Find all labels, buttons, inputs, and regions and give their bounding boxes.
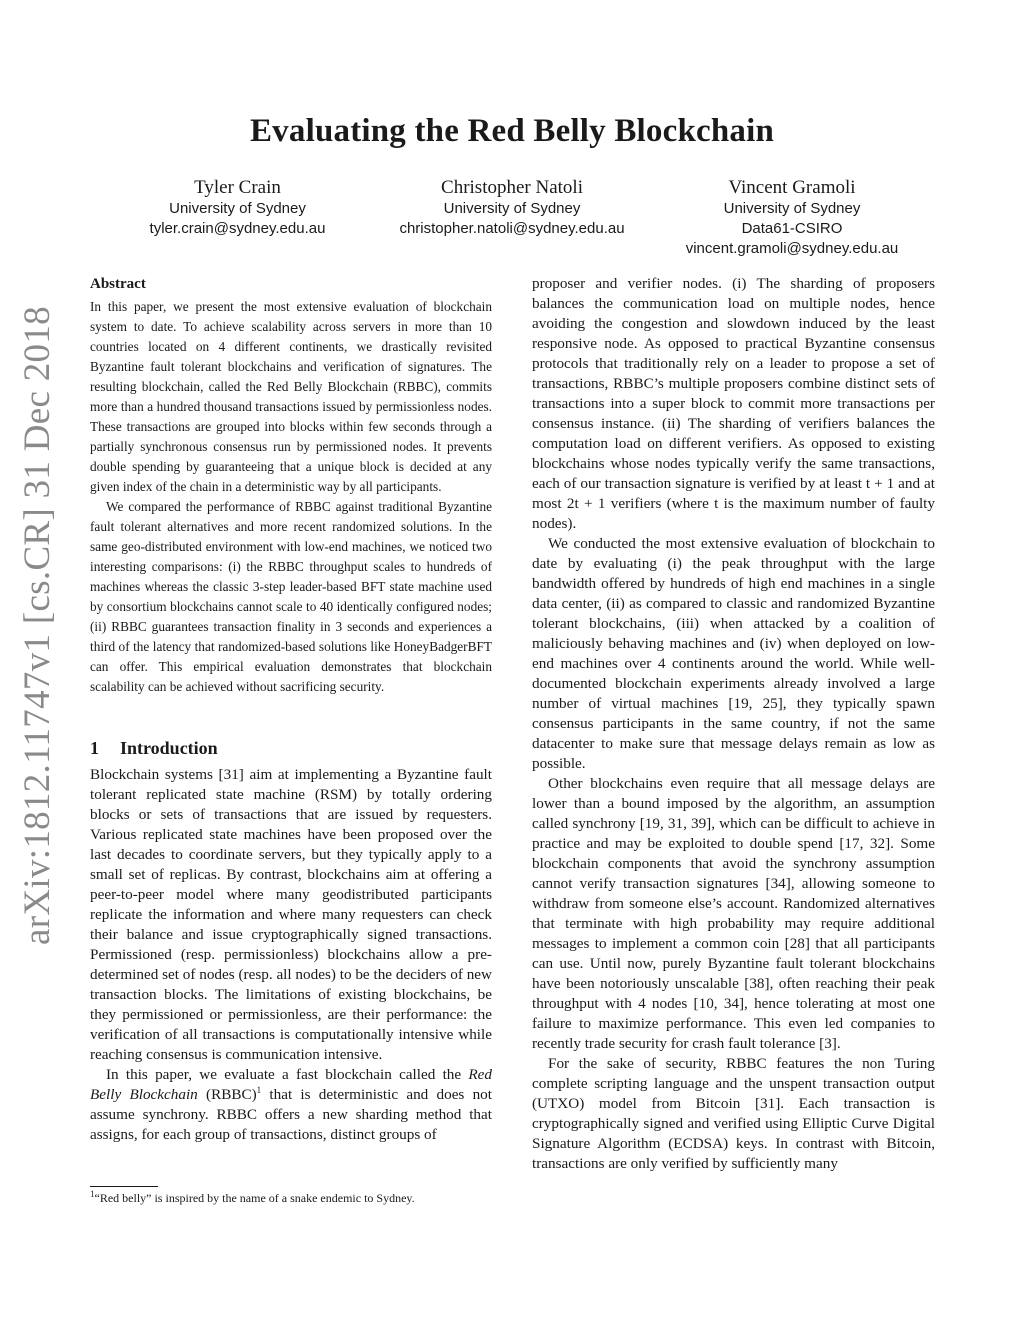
author-email: christopher.natoli@sydney.edu.au (399, 220, 625, 237)
abstract-paragraph: We compared the performance of RBBC against traditional Byzantine fault tolerant alternatives and more recent randomized solutions. In the same geo-distributed environment with low-end machines, we noticed two interesting comparisons: (i) the RBBC throughput scales to hundreds of machines whereas the classic 3-step leader-based BFT state machine used by consortium blockchains cannot scale to 40 identically configured nodes; (ii) RBBC guarantees transaction finality in 3 seconds and experiences a third of the latency that randomized-based solutions like HoneyBadgerBFT can offer. This empirical evaluation demonstrates that blockchain scalability can be achieved without sacrificing security. (90, 499, 492, 694)
author-block (382, 176, 642, 239)
author-name: Vincent Gramoli (728, 177, 856, 198)
author-name: Tyler Crain (194, 177, 281, 198)
footnote-text: “Red belly” is inspired by the name of a snake endemic to Sydney. (94, 1191, 415, 1205)
abstract-heading: Abstract (90, 276, 146, 292)
author-email: tyler.crain@sydney.edu.au (149, 220, 326, 237)
author-block (140, 176, 335, 239)
introduction-section (90, 738, 492, 1145)
author-name: Christopher Natoli (441, 177, 583, 198)
footnote-mark: 1 (256, 1084, 262, 1095)
author-affiliation: University of Sydney (723, 200, 861, 217)
body-paragraph: proposer and verifier nodes. (i) The sharding of proposers balances the communication load on multiple nodes, hence avoiding the congestion and slowdown induced by the least responsive node. As opposed to practical Byzantine consensus protocols that traditionally rely on a leader to propose a set of transactions, RBBC’s multiple proposers combine distinct sets of transactions into a super block to commit more transactions per consensus instance. (ii) The sharding of verifiers balances the computation load on different verifiers. As opposed to existing blockchains whose nodes typically verify the same transactions, each of our transaction signature is verified by at least t + 1 and at most 2t + 1 verifiers (where t is the maximum number of faulty nodes). (532, 275, 935, 532)
paper-title: Evaluating the Red Belly Blockchain (249, 113, 775, 149)
footnote (90, 1191, 415, 1206)
section-title: Introduction (120, 738, 218, 758)
author-email: vincent.gramoli@sydney.edu.au (685, 240, 899, 257)
body-paragraph: Blockchain systems [31] aim at implementing a Byzantine fault tolerant replicated state machine (RSM) by totally ordering blocks or sets of transactions that are issued by requesters. Various replicated state machines have been proposed over the last decades to coordinate servers, but they typically apply to a small set of replicas. By contrast, blockchains aim at offering a peer-to-peer model where many geodistributed participants replicate the information and where many requesters can check their balance and issue cryptographically signed transactions. Permissioned (resp. permissionless) blockchains allow a pre-determined set of nodes (resp. all nodes) to be the deciders of new transaction blocks. The limitations of existing blockchains, be they permissioned or permissionless, are their performance: the verification of all transactions is computationally intensive while reaching consensus is communication intensive. (90, 766, 492, 1063)
author-affiliation: University of Sydney (169, 200, 306, 217)
footnote-mark: 1 (90, 1189, 95, 1199)
section-number: 1 (90, 738, 99, 758)
body-paragraph: For the sake of security, RBBC features the non Turing complete scripting language and the unspent transaction output (UTXO) model from Bitcoin [31]. Each transaction is cryptographically signed and verified using Elliptic Curve Digital Signature Algorithm (ECDSA) keys. In contrast with Bitcoin, transactions are only verified by sufficiently many (532, 1055, 935, 1172)
emphasis: Red Belly Blockchain (90, 1066, 492, 1103)
abstract-paragraph: In this paper, we present the most extensive evaluation of blockchain system to date. To achieve scalability across servers in more than 10 countries located on 4 different continents, we drastically revisited Byzantine fault tolerant blockchains and verification of signatures. The resulting blockchain, called the Red Belly Blockchain (RBBC), commits more than a hundred thousand transactions issued by permissionless nodes. These transactions are grouped into blocks within few seconds through a partially synchronous consensus run by permissioned nodes. It prevents double spending by guaranteeing that a unique block is decided at any given index of the chain in a deterministic way by all participants. (90, 299, 492, 494)
body-paragraph: We conducted the most extensive evaluation of blockchain to date by evaluating (i) the peak throughput with the large bandwidth offered by hundreds of high end machines in a single data center, (ii) as compared to classic and randomized Byzantine tolerant blockchains, (iii) when attacked by a coalition of maliciously behaving machines and (iv) when deployed on low-end machines over 4 continents around the world. While well-documented blockchain experiments already involved a large number of virtual machines [19, 25], they typically spawn consensus participants in the same country, if not the same datacenter to make sure that message delays remain as low as possible. (532, 535, 935, 772)
author-affiliation: Data61-CSIRO (741, 220, 843, 237)
right-column (532, 274, 935, 1174)
author-block (672, 176, 912, 259)
body-paragraph: In this paper, we evaluate a fast blockchain called the Red Belly Blockchain (RBBC)$^1$ that is deterministic and does not assume synchrony. RBBC offers a new sharding method that assigns, for each group of transactions, distinct groups of (90, 1066, 493, 1143)
author-affiliation: University of Sydney (443, 200, 581, 217)
abstract (90, 274, 492, 697)
section-heading (90, 738, 492, 758)
body-paragraph: Other blockchains even require that all message delays are lower than a bound imposed by the algorithm, an assumption called synchrony [19, 31, 39], which can be difficult to achieve in practice and may be exploited to double spend [17, 32]. Some blockchain components that avoid the synchrony assumption cannot verify transaction signatures [34], allowing someone to withdraw from someone else’s account. Randomized alternatives that terminate with high probability may require additional messages to implement a common coin [28] that all participants can use. Until now, purely Byzantine fault tolerant blockchains have been notoriously unscalable [38], often reaching their peak throughput with 4 nodes [10, 34], hence tolerating at most one failure to maximize performance. This even led companies to recently trade security for crash fault tolerance [3]. (532, 775, 935, 1052)
footnote-rule (90, 1186, 158, 1187)
arxiv-identifier: arXiv:1812.11747v1 [cs.CR] 31 Dec 2018 (17, 306, 58, 945)
